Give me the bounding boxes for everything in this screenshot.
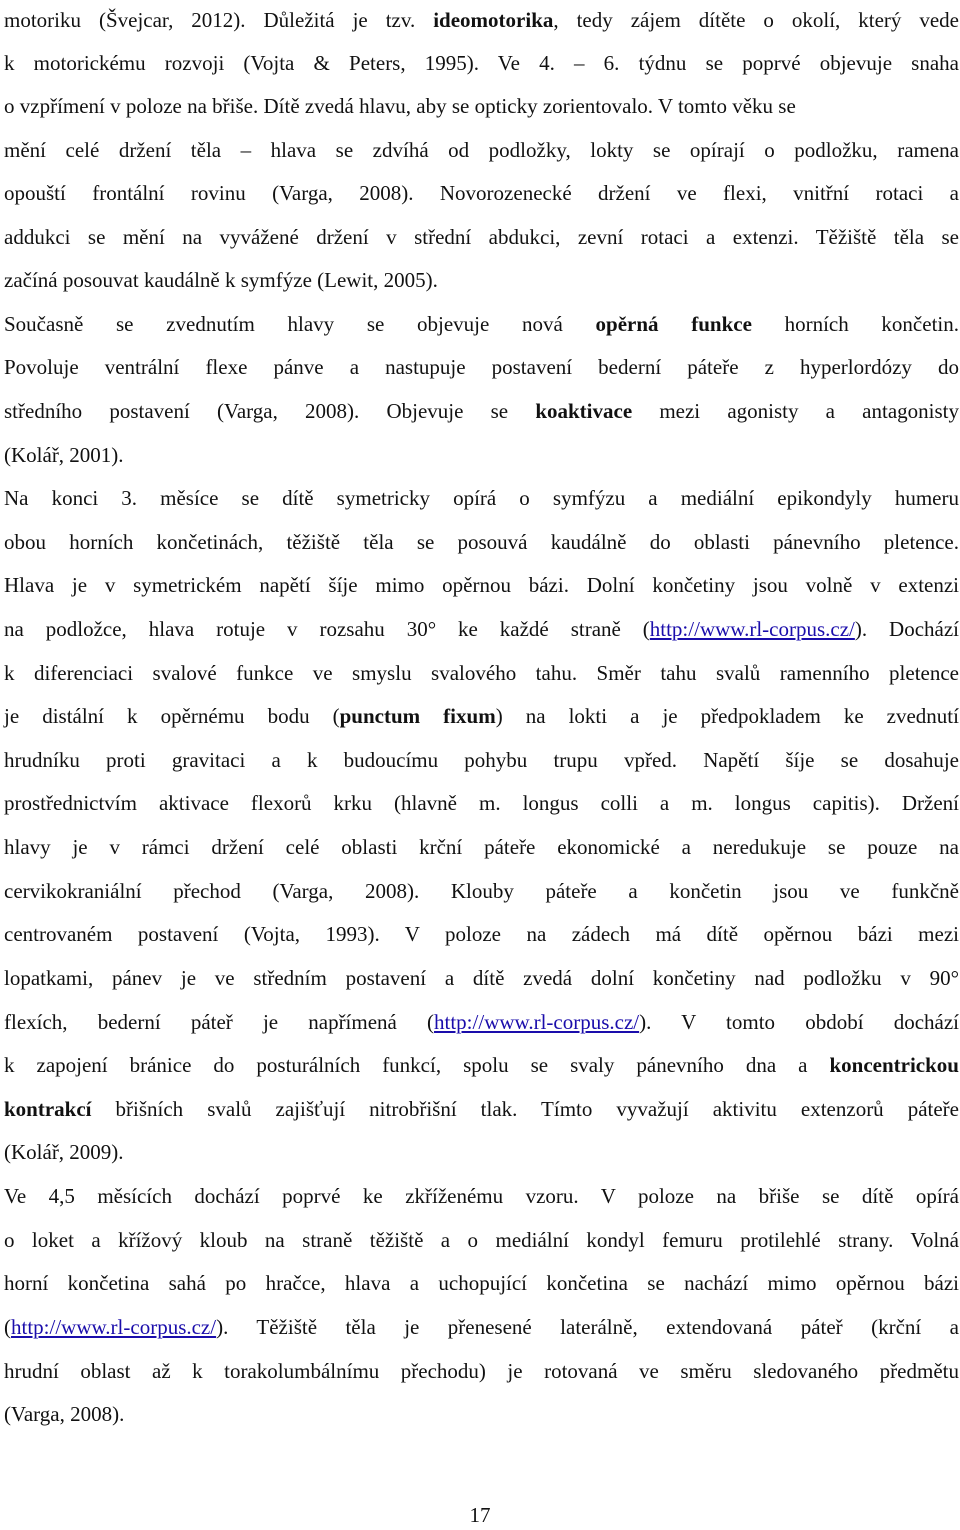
text-line (4, 1225, 959, 1255)
text-line (4, 876, 959, 906)
text-run: prostřednictvím aktivace flexorů krku (hlavně m. longus colli a m. longus capitis). Držení (4, 791, 959, 815)
text-run: Současně se zvednutím hlavy se objevuje nová (4, 312, 596, 336)
text-run: břišních svalů zajišťují nitrobřišní tlak. Tímto vyvažují aktivitu extenzorů páteře (91, 1097, 959, 1121)
text-run: na podložce, hlava rotuje v rozsahu 30° ke každé straně ( (4, 617, 650, 641)
text-run: horní končetina sahá po hračce, hlava a uchopující končetina se nachází mimo opěrnou bázi (4, 1271, 959, 1295)
text-line (4, 1094, 959, 1124)
text-run: ( (4, 1315, 11, 1339)
text-line (4, 178, 959, 208)
text-line (4, 309, 959, 339)
text-line (4, 222, 959, 252)
text-run: , tedy zájem dítěte o okolí, který vede (553, 8, 959, 32)
text-run: centrovaném postavení (Vojta, 1993). V poloze na zádech má dítě opěrnou bázi mezi (4, 922, 959, 946)
text-run: k motorickému rozvoji (Vojta & Peters, 1995). Ve 4. – 6. týdnu se poprvé objevuje snaha (4, 51, 959, 75)
text-run: opouští frontální rovinu (Varga, 2008). Novorozenecké držení ve flexi, vnitřní rotaci a (4, 181, 959, 205)
text-line (4, 1312, 959, 1342)
text-run: k diferenciaci svalové funkce ve smyslu svalového tahu. Směr tahu svalů ramenního pletence (4, 661, 959, 685)
text-line (4, 1181, 959, 1211)
text-run: Ve 4,5 měsících dochází poprvé ke zkříženému vzoru. V poloze na břiše se dítě opírá (4, 1184, 959, 1208)
text-line (4, 48, 959, 78)
text-line (4, 352, 959, 382)
text-run: k zapojení bránice do posturálních funkcí, spolu se svaly pánevního dna a (4, 1053, 830, 1077)
text-line (4, 1050, 959, 1080)
text-run: addukci se mění na vyvážené držení v střední abdukci, zevní rotaci a extenzi. Těžiště těla se (4, 225, 959, 249)
text-line (4, 440, 959, 470)
text-run: středního postavení (Varga, 2008). Objevuje se (4, 399, 536, 423)
bold-term: ideomotorika (433, 8, 554, 32)
bold-term: koaktivace (535, 399, 633, 423)
text-run: (Varga, 2008). (4, 1402, 125, 1426)
text-run: flexích, bederní páteř je napřímená ( (4, 1010, 435, 1034)
page-number: 17 (469, 1503, 491, 1527)
text-run: hrudní oblast až k torakolumbálnímu přechodu) je rotovaná ve směru sledovaného předmětu (4, 1359, 959, 1383)
text-run: hrudníku proti gravitaci a k budoucímu pohybu trupu vpřed. Napětí šíje se dosahuje (4, 748, 959, 772)
text-line (4, 919, 959, 949)
text-run: horních končetin. (751, 312, 959, 336)
text-run: Hlava je v symetrickém napětí šíje mimo opěrnou bázi. Dolní končetiny jsou volně v extenzi (4, 573, 959, 597)
bold-term: koncentrickou (829, 1053, 959, 1077)
text-run: cervikokraniální přechod (Varga, 2008). Klouby páteře a končetin jsou ve funkčně (4, 879, 959, 903)
text-line (4, 483, 959, 513)
url-link[interactable]: http://www.rl-corpus.cz/ (434, 1010, 640, 1034)
text-run: motoriku (Švejcar, 2012). Důležitá je tzv. (4, 8, 434, 32)
text-line (4, 701, 959, 731)
text-line (4, 570, 959, 600)
text-line (4, 788, 959, 818)
url-link[interactable]: http://www.rl-corpus.cz/ (11, 1315, 217, 1339)
text-run: Povoluje ventrální flexe pánve a nastupuje postavení bederní páteře z hyperlordózy do (4, 355, 959, 379)
text-run: o loket a křížový kloub na straně těžiště a o mediální kondyl femuru protilehlé strany. Volná (4, 1228, 959, 1252)
text-run: o vzpřímení v poloze na břiše. Dítě zvedá hlavu, aby se opticky zorientovalo. V tomto věku se (4, 94, 796, 118)
text-run: je distální k opěrnému bodu ( (4, 704, 340, 728)
text-run: obou horních končetinách, těžiště těla se posouvá kaudálně do oblasti pánevního pletence. (4, 530, 959, 554)
text-run: mezi agonisty a antagonisty (632, 399, 959, 423)
bold-term: kontrakcí (4, 1097, 92, 1121)
text-line (4, 614, 959, 644)
text-line (4, 265, 959, 295)
bold-term: opěrná funkce (595, 312, 752, 336)
text-line (4, 658, 959, 688)
text-run: ) na lokti a je předpokladem ke zvednutí (495, 704, 959, 728)
text-line (4, 963, 959, 993)
url-link[interactable]: http://www.rl-corpus.cz/ (649, 617, 855, 641)
text-line (4, 1007, 959, 1037)
text-run: ). Dochází (854, 617, 959, 641)
text-line (4, 5, 959, 35)
text-run: (Kolář, 2001). (4, 443, 124, 467)
text-line (4, 527, 959, 557)
text-run: ). V tomto období dochází (639, 1010, 959, 1034)
text-line (4, 745, 959, 775)
bold-term: punctum fixum (339, 704, 496, 728)
text-run: mění celé držení těla – hlava se zdvíhá od podložky, lokty se opírají o podložku, ramena (4, 138, 959, 162)
text-line (4, 1268, 959, 1298)
text-run: hlavy je v rámci držení celé oblasti krční páteře ekonomické a neredukuje se pouze na (4, 835, 959, 859)
text-run: Na konci 3. měsíce se dítě symetricky opírá o symfýzu a mediální epikondyly humeru (4, 486, 959, 510)
text-run: lopatkami, pánev je ve středním postavení a dítě zvedá dolní končetiny nad podložku v 90° (4, 966, 959, 990)
text-line (4, 91, 959, 121)
text-line (4, 1356, 959, 1386)
text-run: začíná posouvat kaudálně k symfýze (Lewit, 2005). (4, 268, 438, 292)
text-line (4, 135, 959, 165)
text-line (4, 832, 959, 862)
text-run: ). Těžiště těla je přenesené laterálně, extendovaná páteř (krční a (216, 1315, 959, 1339)
text-line (4, 1137, 959, 1167)
text-run: (Kolář, 2009). (4, 1140, 124, 1164)
text-line (4, 1399, 959, 1429)
text-line (4, 396, 959, 426)
